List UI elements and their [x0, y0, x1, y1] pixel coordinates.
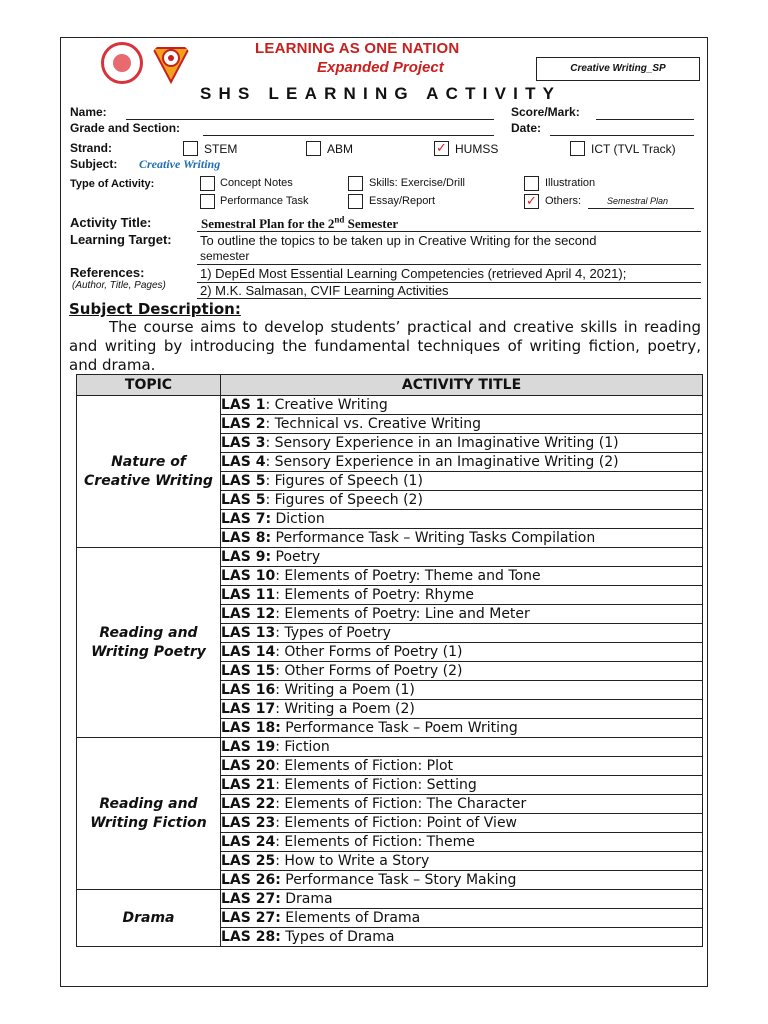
las-title: Elements of Drama	[280, 910, 421, 926]
grade-section-label: Grade and Section:	[70, 121, 181, 135]
activity-cell	[221, 871, 703, 890]
table-row	[77, 396, 703, 415]
program-title: LEARNING AS ONE NATION	[255, 40, 460, 57]
type-illustration-label: Illustration	[545, 177, 596, 189]
las-title: : Elements of Poetry: Theme and Tone	[275, 568, 541, 584]
las-number: LAS 23	[221, 815, 276, 831]
activity-title-column-header: ACTIVITY TITLE	[221, 375, 703, 396]
reference-2-underline	[197, 298, 701, 299]
subject-label: Subject:	[70, 157, 118, 171]
activity-cell	[221, 719, 703, 738]
las-number: LAS 9:	[221, 549, 272, 565]
las-title: Poetry	[271, 549, 321, 565]
las-title: Diction	[271, 511, 325, 527]
strand-label: Strand:	[70, 141, 112, 155]
activity-title-value: Semestral Plan for the 2nd Semester	[201, 215, 399, 232]
type-performance-task-checkbox[interactable]	[200, 194, 215, 209]
strand-stem-checkbox[interactable]	[183, 141, 198, 156]
topic-cell: Reading and Writing Poetry	[77, 548, 221, 738]
las-title: Performance Task – Writing Tasks Compilation	[271, 530, 596, 546]
activity-cell	[221, 814, 703, 833]
type-essay-report-checkbox[interactable]	[348, 194, 363, 209]
activity-cell	[221, 491, 703, 510]
name-field[interactable]	[126, 119, 494, 120]
las-number: LAS 10	[221, 568, 276, 584]
activity-cell	[221, 928, 703, 947]
table-row	[77, 890, 703, 909]
document-code-box: Creative Writing_SP	[536, 57, 700, 81]
las-number: LAS 13	[221, 625, 276, 641]
program-subtitle: Expanded Project	[317, 59, 444, 76]
las-number: LAS 27:	[221, 891, 281, 907]
reference-1: 1) DepEd Most Essential Learning Competencies (retrieved April 4, 2021);	[200, 266, 627, 281]
activity-title-label: Activity Title:	[70, 215, 152, 230]
activity-title-underline	[197, 231, 701, 232]
las-title: Performance Task – Poem Writing	[280, 720, 518, 736]
las-number: LAS 17	[221, 701, 276, 717]
las-number: LAS 22	[221, 796, 276, 812]
las-title: : Elements of Fiction: Plot	[275, 758, 454, 774]
las-title: : Other Forms of Poetry (1)	[275, 644, 463, 660]
las-number: LAS 28:	[221, 929, 281, 945]
las-number: LAS 26:	[221, 872, 281, 888]
las-number: LAS 18:	[221, 720, 281, 736]
activity-cell	[221, 510, 703, 529]
school-seal-logo	[101, 42, 143, 84]
las-number: LAS 4	[221, 454, 266, 470]
las-number: LAS 24	[221, 834, 276, 850]
activity-cell	[221, 643, 703, 662]
las-number: LAS 27:	[221, 910, 281, 926]
activity-cell	[221, 453, 703, 472]
learning-target-line2: semester	[200, 249, 250, 263]
activity-cell	[221, 567, 703, 586]
activity-cell	[221, 434, 703, 453]
table-row	[77, 548, 703, 567]
type-others-value: Semestral Plan	[607, 196, 669, 206]
activity-cell	[221, 396, 703, 415]
strand-abm-label: ABM	[327, 142, 354, 156]
las-title: : Fiction	[275, 739, 330, 755]
las-number: LAS 14	[221, 644, 276, 660]
type-others-checkbox[interactable]: ✓	[524, 194, 539, 209]
subject-description-text: The course aims to develop students’ practical and creative skills in reading and writing by introducing the fundamental techniques of writing fiction, poetry, and drama.	[69, 318, 701, 374]
las-title: : How to Write a Story	[275, 853, 430, 869]
topic-cell: Drama	[77, 890, 221, 947]
las-number: LAS 1	[221, 397, 266, 413]
las-number: LAS 20	[221, 758, 276, 774]
type-skills-checkbox[interactable]	[348, 176, 363, 191]
las-title: : Elements of Fiction: Theme	[275, 834, 475, 850]
las-title: : Figures of Speech (1)	[265, 473, 423, 489]
learning-target-label: Learning Target:	[70, 232, 172, 247]
las-number: LAS 15	[221, 663, 276, 679]
type-illustration-checkbox[interactable]	[524, 176, 539, 191]
las-number: LAS 11	[221, 587, 276, 603]
las-number: LAS 3	[221, 435, 266, 451]
topic-cell: Nature of Creative Writing	[77, 396, 221, 548]
topic-column-header: TOPIC	[77, 375, 221, 396]
activity-cell	[221, 738, 703, 757]
strand-ict-label: ICT (TVL Track)	[591, 142, 676, 156]
subject-description-heading: Subject Description:	[69, 300, 241, 318]
las-number: LAS 5	[221, 473, 266, 489]
activity-cell	[221, 681, 703, 700]
division-logo	[149, 42, 193, 86]
las-title: : Elements of Poetry: Line and Meter	[275, 606, 530, 622]
activity-cell	[221, 909, 703, 928]
table-row	[77, 738, 703, 757]
activity-cell	[221, 605, 703, 624]
strand-ict-checkbox[interactable]	[570, 141, 585, 156]
las-title: Performance Task – Story Making	[280, 872, 517, 888]
topic-cell: Reading and Writing Fiction	[77, 738, 221, 890]
strand-humss-label: HUMSS	[455, 142, 499, 156]
type-concept-notes-checkbox[interactable]	[200, 176, 215, 191]
strand-abm-checkbox[interactable]	[306, 141, 321, 156]
reference-2: 2) M.K. Salmasan, CVIF Learning Activities	[200, 283, 449, 298]
las-title: : Sensory Experience in an Imaginative Writing (1)	[265, 435, 619, 451]
type-skills-label: Skills: Exercise/Drill	[369, 177, 465, 189]
activity-cell	[221, 472, 703, 491]
score-field[interactable]	[596, 119, 694, 120]
type-of-activity-label: Type of Activity:	[70, 178, 155, 190]
las-title: : Writing a Poem (2)	[275, 701, 415, 717]
name-label: Name:	[70, 105, 107, 119]
las-title: : Other Forms of Poetry (2)	[275, 663, 463, 679]
date-field[interactable]	[550, 135, 694, 136]
strand-stem-label: STEM	[204, 142, 238, 156]
grade-section-field[interactable]	[203, 135, 494, 136]
activity-cell	[221, 586, 703, 605]
type-concept-notes-label: Concept Notes	[220, 177, 293, 189]
las-number: LAS 16	[221, 682, 276, 698]
activity-cell	[221, 776, 703, 795]
score-label: Score/Mark:	[511, 105, 580, 119]
page-title: SHS LEARNING ACTIVITY	[200, 84, 562, 103]
type-others-label: Others:	[545, 195, 582, 207]
activity-cell	[221, 852, 703, 871]
activity-cell	[221, 415, 703, 434]
subject-value: Creative Writing	[139, 157, 221, 171]
las-title: : Sensory Experience in an Imaginative Writing (2)	[265, 454, 619, 470]
las-number: LAS 7:	[221, 511, 272, 527]
las-title: : Elements of Fiction: Setting	[275, 777, 477, 793]
date-label: Date:	[511, 121, 542, 135]
las-title: : Elements of Fiction: Point of View	[275, 815, 518, 831]
activity-cell	[221, 795, 703, 814]
las-title: : Elements of Poetry: Rhyme	[275, 587, 474, 603]
references-label: References:	[70, 265, 145, 280]
las-title: : Creative Writing	[265, 397, 388, 413]
activity-cell	[221, 529, 703, 548]
las-number: LAS 19	[221, 739, 276, 755]
activity-cell	[221, 890, 703, 909]
references-sublabel: (Author, Title, Pages)	[72, 280, 166, 291]
activity-cell	[221, 548, 703, 567]
las-title: Drama	[280, 891, 333, 907]
type-essay-report-label: Essay/Report	[369, 195, 436, 207]
las-number: LAS 2	[221, 416, 266, 432]
las-number: LAS 21	[221, 777, 276, 793]
las-title: : Technical vs. Creative Writing	[265, 416, 481, 432]
activity-cell	[221, 624, 703, 643]
las-title: : Elements of Fiction: The Character	[275, 796, 527, 812]
las-title: : Types of Poetry	[275, 625, 391, 641]
las-number: LAS 25	[221, 853, 276, 869]
activity-cell	[221, 700, 703, 719]
strand-humss-checkbox[interactable]: ✓	[434, 141, 449, 156]
learning-target-line1: To outline the topics to be taken up in Creative Writing for the second	[200, 233, 597, 248]
activity-table	[76, 374, 703, 947]
activity-cell	[221, 833, 703, 852]
activity-cell	[221, 757, 703, 776]
type-performance-task-label: Performance Task	[220, 195, 309, 207]
type-others-field[interactable]	[588, 208, 694, 209]
activity-cell	[221, 662, 703, 681]
las-number: LAS 12	[221, 606, 276, 622]
las-title: Types of Drama	[280, 929, 395, 945]
las-title: : Writing a Poem (1)	[275, 682, 415, 698]
las-number: LAS 5	[221, 492, 266, 508]
learning-target-underline	[197, 264, 701, 265]
las-title: : Figures of Speech (2)	[265, 492, 423, 508]
las-number: LAS 8:	[221, 530, 272, 546]
